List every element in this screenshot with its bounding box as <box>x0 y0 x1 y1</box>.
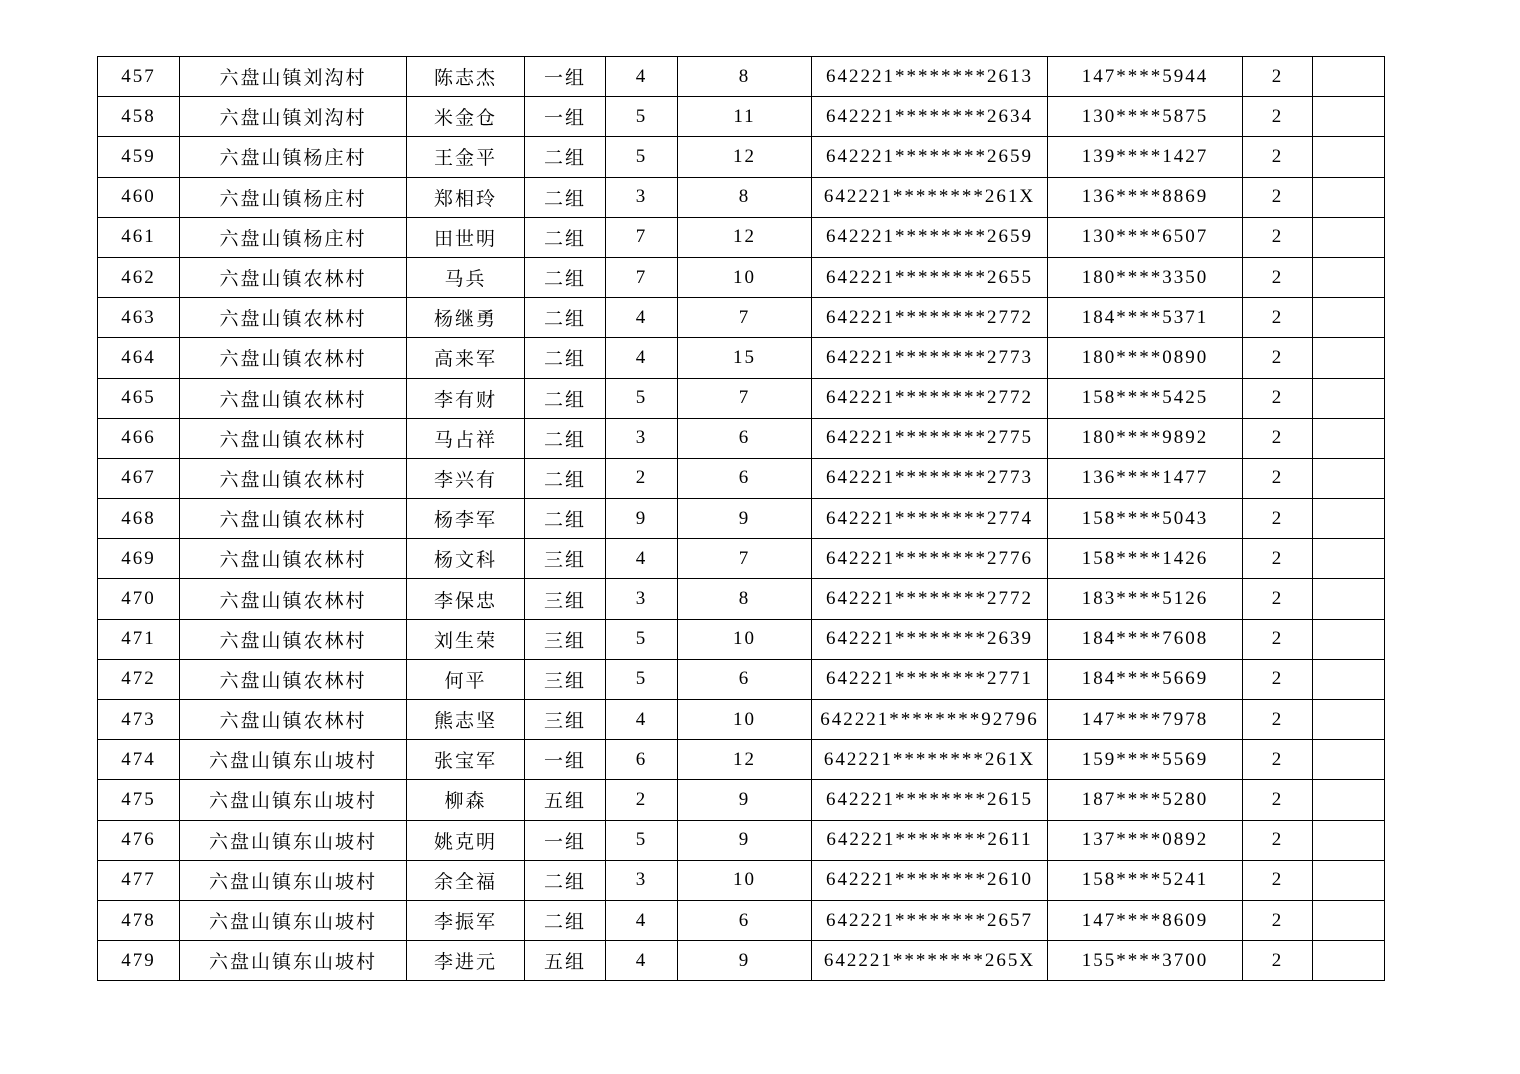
count-cell: 9 <box>678 499 812 539</box>
note-cell <box>1313 941 1385 981</box>
row-number-cell: 479 <box>98 941 180 981</box>
note-cell <box>1313 177 1385 217</box>
note-cell <box>1313 900 1385 940</box>
note-cell <box>1313 539 1385 579</box>
note-cell <box>1313 458 1385 498</box>
level-cell: 2 <box>1243 579 1313 619</box>
note-cell <box>1313 820 1385 860</box>
group-cell: 二组 <box>525 298 606 338</box>
phone-cell: 159****5569 <box>1048 740 1243 780</box>
level-cell: 2 <box>1243 860 1313 900</box>
group-cell: 二组 <box>525 860 606 900</box>
village-cell: 六盘山镇农林村 <box>180 700 407 740</box>
row-number-cell: 473 <box>98 700 180 740</box>
name-cell: 马兵 <box>407 257 525 297</box>
count-cell: 6 <box>678 900 812 940</box>
count-cell: 12 <box>678 217 812 257</box>
members-cell: 4 <box>606 900 678 940</box>
table-row <box>98 619 1385 659</box>
group-cell: 二组 <box>525 338 606 378</box>
id-number-cell: 642221********2659 <box>812 217 1048 257</box>
group-cell: 一组 <box>525 57 606 97</box>
note-cell <box>1313 137 1385 177</box>
name-cell: 李有财 <box>407 378 525 418</box>
note-cell <box>1313 579 1385 619</box>
row-number-cell: 472 <box>98 659 180 699</box>
name-cell: 柳森 <box>407 780 525 820</box>
id-number-cell: 642221********2772 <box>812 298 1048 338</box>
note-cell <box>1313 659 1385 699</box>
table-row <box>98 780 1385 820</box>
name-cell: 马占祥 <box>407 418 525 458</box>
members-cell: 4 <box>606 57 678 97</box>
count-cell: 9 <box>678 780 812 820</box>
note-cell <box>1313 700 1385 740</box>
phone-cell: 158****1426 <box>1048 539 1243 579</box>
group-cell: 一组 <box>525 740 606 780</box>
note-cell <box>1313 217 1385 257</box>
village-cell: 六盘山镇农林村 <box>180 298 407 338</box>
count-cell: 9 <box>678 820 812 860</box>
name-cell: 王金平 <box>407 137 525 177</box>
level-cell: 2 <box>1243 57 1313 97</box>
members-cell: 4 <box>606 298 678 338</box>
village-cell: 六盘山镇东山坡村 <box>180 820 407 860</box>
table-row <box>98 57 1385 97</box>
table-row <box>98 579 1385 619</box>
village-cell: 六盘山镇农林村 <box>180 539 407 579</box>
village-cell: 六盘山镇杨庄村 <box>180 217 407 257</box>
name-cell: 郑相玲 <box>407 177 525 217</box>
count-cell: 7 <box>678 539 812 579</box>
count-cell: 8 <box>678 579 812 619</box>
level-cell: 2 <box>1243 378 1313 418</box>
note-cell <box>1313 338 1385 378</box>
phone-cell: 136****1477 <box>1048 458 1243 498</box>
note-cell <box>1313 298 1385 338</box>
name-cell: 米金仓 <box>407 97 525 137</box>
id-number-cell: 642221********2659 <box>812 137 1048 177</box>
phone-cell: 158****5425 <box>1048 378 1243 418</box>
group-cell: 二组 <box>525 458 606 498</box>
group-cell: 一组 <box>525 97 606 137</box>
note-cell <box>1313 378 1385 418</box>
name-cell: 熊志坚 <box>407 700 525 740</box>
phone-cell: 180****9892 <box>1048 418 1243 458</box>
village-cell: 六盘山镇杨庄村 <box>180 137 407 177</box>
row-number-cell: 460 <box>98 177 180 217</box>
id-number-cell: 642221********2775 <box>812 418 1048 458</box>
level-cell: 2 <box>1243 941 1313 981</box>
phone-cell: 155****3700 <box>1048 941 1243 981</box>
table-row <box>98 700 1385 740</box>
name-cell: 李保忠 <box>407 579 525 619</box>
count-cell: 11 <box>678 97 812 137</box>
level-cell: 2 <box>1243 298 1313 338</box>
id-number-cell: 642221********2773 <box>812 338 1048 378</box>
village-cell: 六盘山镇东山坡村 <box>180 941 407 981</box>
group-cell: 二组 <box>525 137 606 177</box>
members-cell: 5 <box>606 137 678 177</box>
count-cell: 7 <box>678 378 812 418</box>
row-number-cell: 465 <box>98 378 180 418</box>
members-cell: 3 <box>606 579 678 619</box>
level-cell: 2 <box>1243 97 1313 137</box>
table-row <box>98 177 1385 217</box>
row-number-cell: 471 <box>98 619 180 659</box>
count-cell: 15 <box>678 338 812 378</box>
id-number-cell: 642221********2615 <box>812 780 1048 820</box>
id-number-cell: 642221********2774 <box>812 499 1048 539</box>
count-cell: 7 <box>678 298 812 338</box>
table-row <box>98 97 1385 137</box>
members-cell: 5 <box>606 659 678 699</box>
count-cell: 12 <box>678 137 812 177</box>
row-number-cell: 457 <box>98 57 180 97</box>
level-cell: 2 <box>1243 257 1313 297</box>
table-row <box>98 137 1385 177</box>
note-cell <box>1313 780 1385 820</box>
table-row <box>98 860 1385 900</box>
count-cell: 8 <box>678 177 812 217</box>
note-cell <box>1313 257 1385 297</box>
level-cell: 2 <box>1243 338 1313 378</box>
row-number-cell: 470 <box>98 579 180 619</box>
village-cell: 六盘山镇农林村 <box>180 458 407 498</box>
row-number-cell: 476 <box>98 820 180 860</box>
village-cell: 六盘山镇农林村 <box>180 659 407 699</box>
count-cell: 6 <box>678 458 812 498</box>
row-number-cell: 459 <box>98 137 180 177</box>
members-cell: 5 <box>606 378 678 418</box>
level-cell: 2 <box>1243 217 1313 257</box>
members-cell: 2 <box>606 458 678 498</box>
level-cell: 2 <box>1243 177 1313 217</box>
count-cell: 9 <box>678 941 812 981</box>
table-row <box>98 900 1385 940</box>
row-number-cell: 458 <box>98 97 180 137</box>
level-cell: 2 <box>1243 659 1313 699</box>
members-cell: 5 <box>606 619 678 659</box>
phone-cell: 137****0892 <box>1048 820 1243 860</box>
phone-cell: 180****3350 <box>1048 257 1243 297</box>
village-cell: 六盘山镇农林村 <box>180 338 407 378</box>
data-table <box>97 56 1385 981</box>
row-number-cell: 477 <box>98 860 180 900</box>
village-cell: 六盘山镇农林村 <box>180 418 407 458</box>
row-number-cell: 475 <box>98 780 180 820</box>
phone-cell: 130****5875 <box>1048 97 1243 137</box>
table-body <box>98 57 1385 981</box>
level-cell: 2 <box>1243 137 1313 177</box>
table-row <box>98 941 1385 981</box>
name-cell: 李进元 <box>407 941 525 981</box>
count-cell: 12 <box>678 740 812 780</box>
group-cell: 二组 <box>525 499 606 539</box>
members-cell: 2 <box>606 780 678 820</box>
village-cell: 六盘山镇东山坡村 <box>180 860 407 900</box>
name-cell: 杨文科 <box>407 539 525 579</box>
table-row <box>98 378 1385 418</box>
level-cell: 2 <box>1243 539 1313 579</box>
members-cell: 5 <box>606 97 678 137</box>
count-cell: 10 <box>678 700 812 740</box>
phone-cell: 130****6507 <box>1048 217 1243 257</box>
group-cell: 三组 <box>525 659 606 699</box>
name-cell: 李振军 <box>407 900 525 940</box>
group-cell: 三组 <box>525 700 606 740</box>
members-cell: 4 <box>606 941 678 981</box>
id-number-cell: 642221********265X <box>812 941 1048 981</box>
name-cell: 李兴有 <box>407 458 525 498</box>
members-cell: 7 <box>606 257 678 297</box>
village-cell: 六盘山镇刘沟村 <box>180 97 407 137</box>
table-row <box>98 499 1385 539</box>
id-number-cell: 642221********261X <box>812 740 1048 780</box>
village-cell: 六盘山镇杨庄村 <box>180 177 407 217</box>
id-number-cell: 642221********2611 <box>812 820 1048 860</box>
id-number-cell: 642221********2639 <box>812 619 1048 659</box>
row-number-cell: 466 <box>98 418 180 458</box>
group-cell: 五组 <box>525 941 606 981</box>
group-cell: 二组 <box>525 900 606 940</box>
table-row <box>98 820 1385 860</box>
note-cell <box>1313 860 1385 900</box>
phone-cell: 184****7608 <box>1048 619 1243 659</box>
id-number-cell: 642221********2613 <box>812 57 1048 97</box>
members-cell: 7 <box>606 217 678 257</box>
row-number-cell: 478 <box>98 900 180 940</box>
id-number-cell: 642221********2655 <box>812 257 1048 297</box>
level-cell: 2 <box>1243 499 1313 539</box>
village-cell: 六盘山镇东山坡村 <box>180 780 407 820</box>
id-number-cell: 642221********2773 <box>812 458 1048 498</box>
village-cell: 六盘山镇刘沟村 <box>180 57 407 97</box>
level-cell: 2 <box>1243 740 1313 780</box>
id-number-cell: 642221********2776 <box>812 539 1048 579</box>
level-cell: 2 <box>1243 900 1313 940</box>
name-cell: 余全福 <box>407 860 525 900</box>
name-cell: 张宝军 <box>407 740 525 780</box>
level-cell: 2 <box>1243 418 1313 458</box>
level-cell: 2 <box>1243 700 1313 740</box>
id-number-cell: 642221********2610 <box>812 860 1048 900</box>
table-row <box>98 659 1385 699</box>
table-row <box>98 217 1385 257</box>
note-cell <box>1313 499 1385 539</box>
count-cell: 10 <box>678 257 812 297</box>
note-cell <box>1313 57 1385 97</box>
phone-cell: 184****5371 <box>1048 298 1243 338</box>
phone-cell: 147****7978 <box>1048 700 1243 740</box>
level-cell: 2 <box>1243 619 1313 659</box>
id-number-cell: 642221********261X <box>812 177 1048 217</box>
id-number-cell: 642221********2772 <box>812 378 1048 418</box>
group-cell: 五组 <box>525 780 606 820</box>
count-cell: 6 <box>678 659 812 699</box>
group-cell: 二组 <box>525 217 606 257</box>
phone-cell: 158****5043 <box>1048 499 1243 539</box>
count-cell: 6 <box>678 418 812 458</box>
phone-cell: 139****1427 <box>1048 137 1243 177</box>
group-cell: 二组 <box>525 378 606 418</box>
name-cell: 高来军 <box>407 338 525 378</box>
group-cell: 三组 <box>525 579 606 619</box>
count-cell: 10 <box>678 619 812 659</box>
members-cell: 4 <box>606 700 678 740</box>
name-cell: 杨继勇 <box>407 298 525 338</box>
group-cell: 三组 <box>525 539 606 579</box>
row-number-cell: 461 <box>98 217 180 257</box>
name-cell: 田世明 <box>407 217 525 257</box>
phone-cell: 147****5944 <box>1048 57 1243 97</box>
id-number-cell: 642221********2772 <box>812 579 1048 619</box>
row-number-cell: 468 <box>98 499 180 539</box>
phone-cell: 187****5280 <box>1048 780 1243 820</box>
members-cell: 3 <box>606 860 678 900</box>
note-cell <box>1313 619 1385 659</box>
row-number-cell: 462 <box>98 257 180 297</box>
level-cell: 2 <box>1243 458 1313 498</box>
village-cell: 六盘山镇东山坡村 <box>180 740 407 780</box>
row-number-cell: 474 <box>98 740 180 780</box>
village-cell: 六盘山镇农林村 <box>180 499 407 539</box>
village-cell: 六盘山镇东山坡村 <box>180 900 407 940</box>
note-cell <box>1313 740 1385 780</box>
name-cell: 姚克明 <box>407 820 525 860</box>
count-cell: 8 <box>678 57 812 97</box>
table-row <box>98 257 1385 297</box>
name-cell: 何平 <box>407 659 525 699</box>
group-cell: 三组 <box>525 619 606 659</box>
table-row <box>98 539 1385 579</box>
row-number-cell: 467 <box>98 458 180 498</box>
village-cell: 六盘山镇农林村 <box>180 378 407 418</box>
phone-cell: 136****8869 <box>1048 177 1243 217</box>
group-cell: 二组 <box>525 257 606 297</box>
level-cell: 2 <box>1243 780 1313 820</box>
row-number-cell: 464 <box>98 338 180 378</box>
row-number-cell: 469 <box>98 539 180 579</box>
phone-cell: 158****5241 <box>1048 860 1243 900</box>
group-cell: 二组 <box>525 177 606 217</box>
note-cell <box>1313 97 1385 137</box>
members-cell: 4 <box>606 539 678 579</box>
group-cell: 一组 <box>525 820 606 860</box>
village-cell: 六盘山镇农林村 <box>180 619 407 659</box>
name-cell: 杨李军 <box>407 499 525 539</box>
members-cell: 9 <box>606 499 678 539</box>
count-cell: 10 <box>678 860 812 900</box>
phone-cell: 184****5669 <box>1048 659 1243 699</box>
id-number-cell: 642221********2634 <box>812 97 1048 137</box>
village-cell: 六盘山镇农林村 <box>180 257 407 297</box>
members-cell: 3 <box>606 177 678 217</box>
members-cell: 4 <box>606 338 678 378</box>
note-cell <box>1313 418 1385 458</box>
row-number-cell: 463 <box>98 298 180 338</box>
id-number-cell: 642221********2771 <box>812 659 1048 699</box>
table-row <box>98 338 1385 378</box>
name-cell: 陈志杰 <box>407 57 525 97</box>
phone-cell: 147****8609 <box>1048 900 1243 940</box>
table-row <box>98 418 1385 458</box>
members-cell: 6 <box>606 740 678 780</box>
id-number-cell: 642221********2657 <box>812 900 1048 940</box>
members-cell: 5 <box>606 820 678 860</box>
members-cell: 3 <box>606 418 678 458</box>
phone-cell: 183****5126 <box>1048 579 1243 619</box>
level-cell: 2 <box>1243 820 1313 860</box>
group-cell: 二组 <box>525 418 606 458</box>
phone-cell: 180****0890 <box>1048 338 1243 378</box>
table-row <box>98 458 1385 498</box>
table-row <box>98 740 1385 780</box>
village-cell: 六盘山镇农林村 <box>180 579 407 619</box>
id-number-cell: 642221********92796 <box>812 700 1048 740</box>
name-cell: 刘生荣 <box>407 619 525 659</box>
table-row <box>98 298 1385 338</box>
